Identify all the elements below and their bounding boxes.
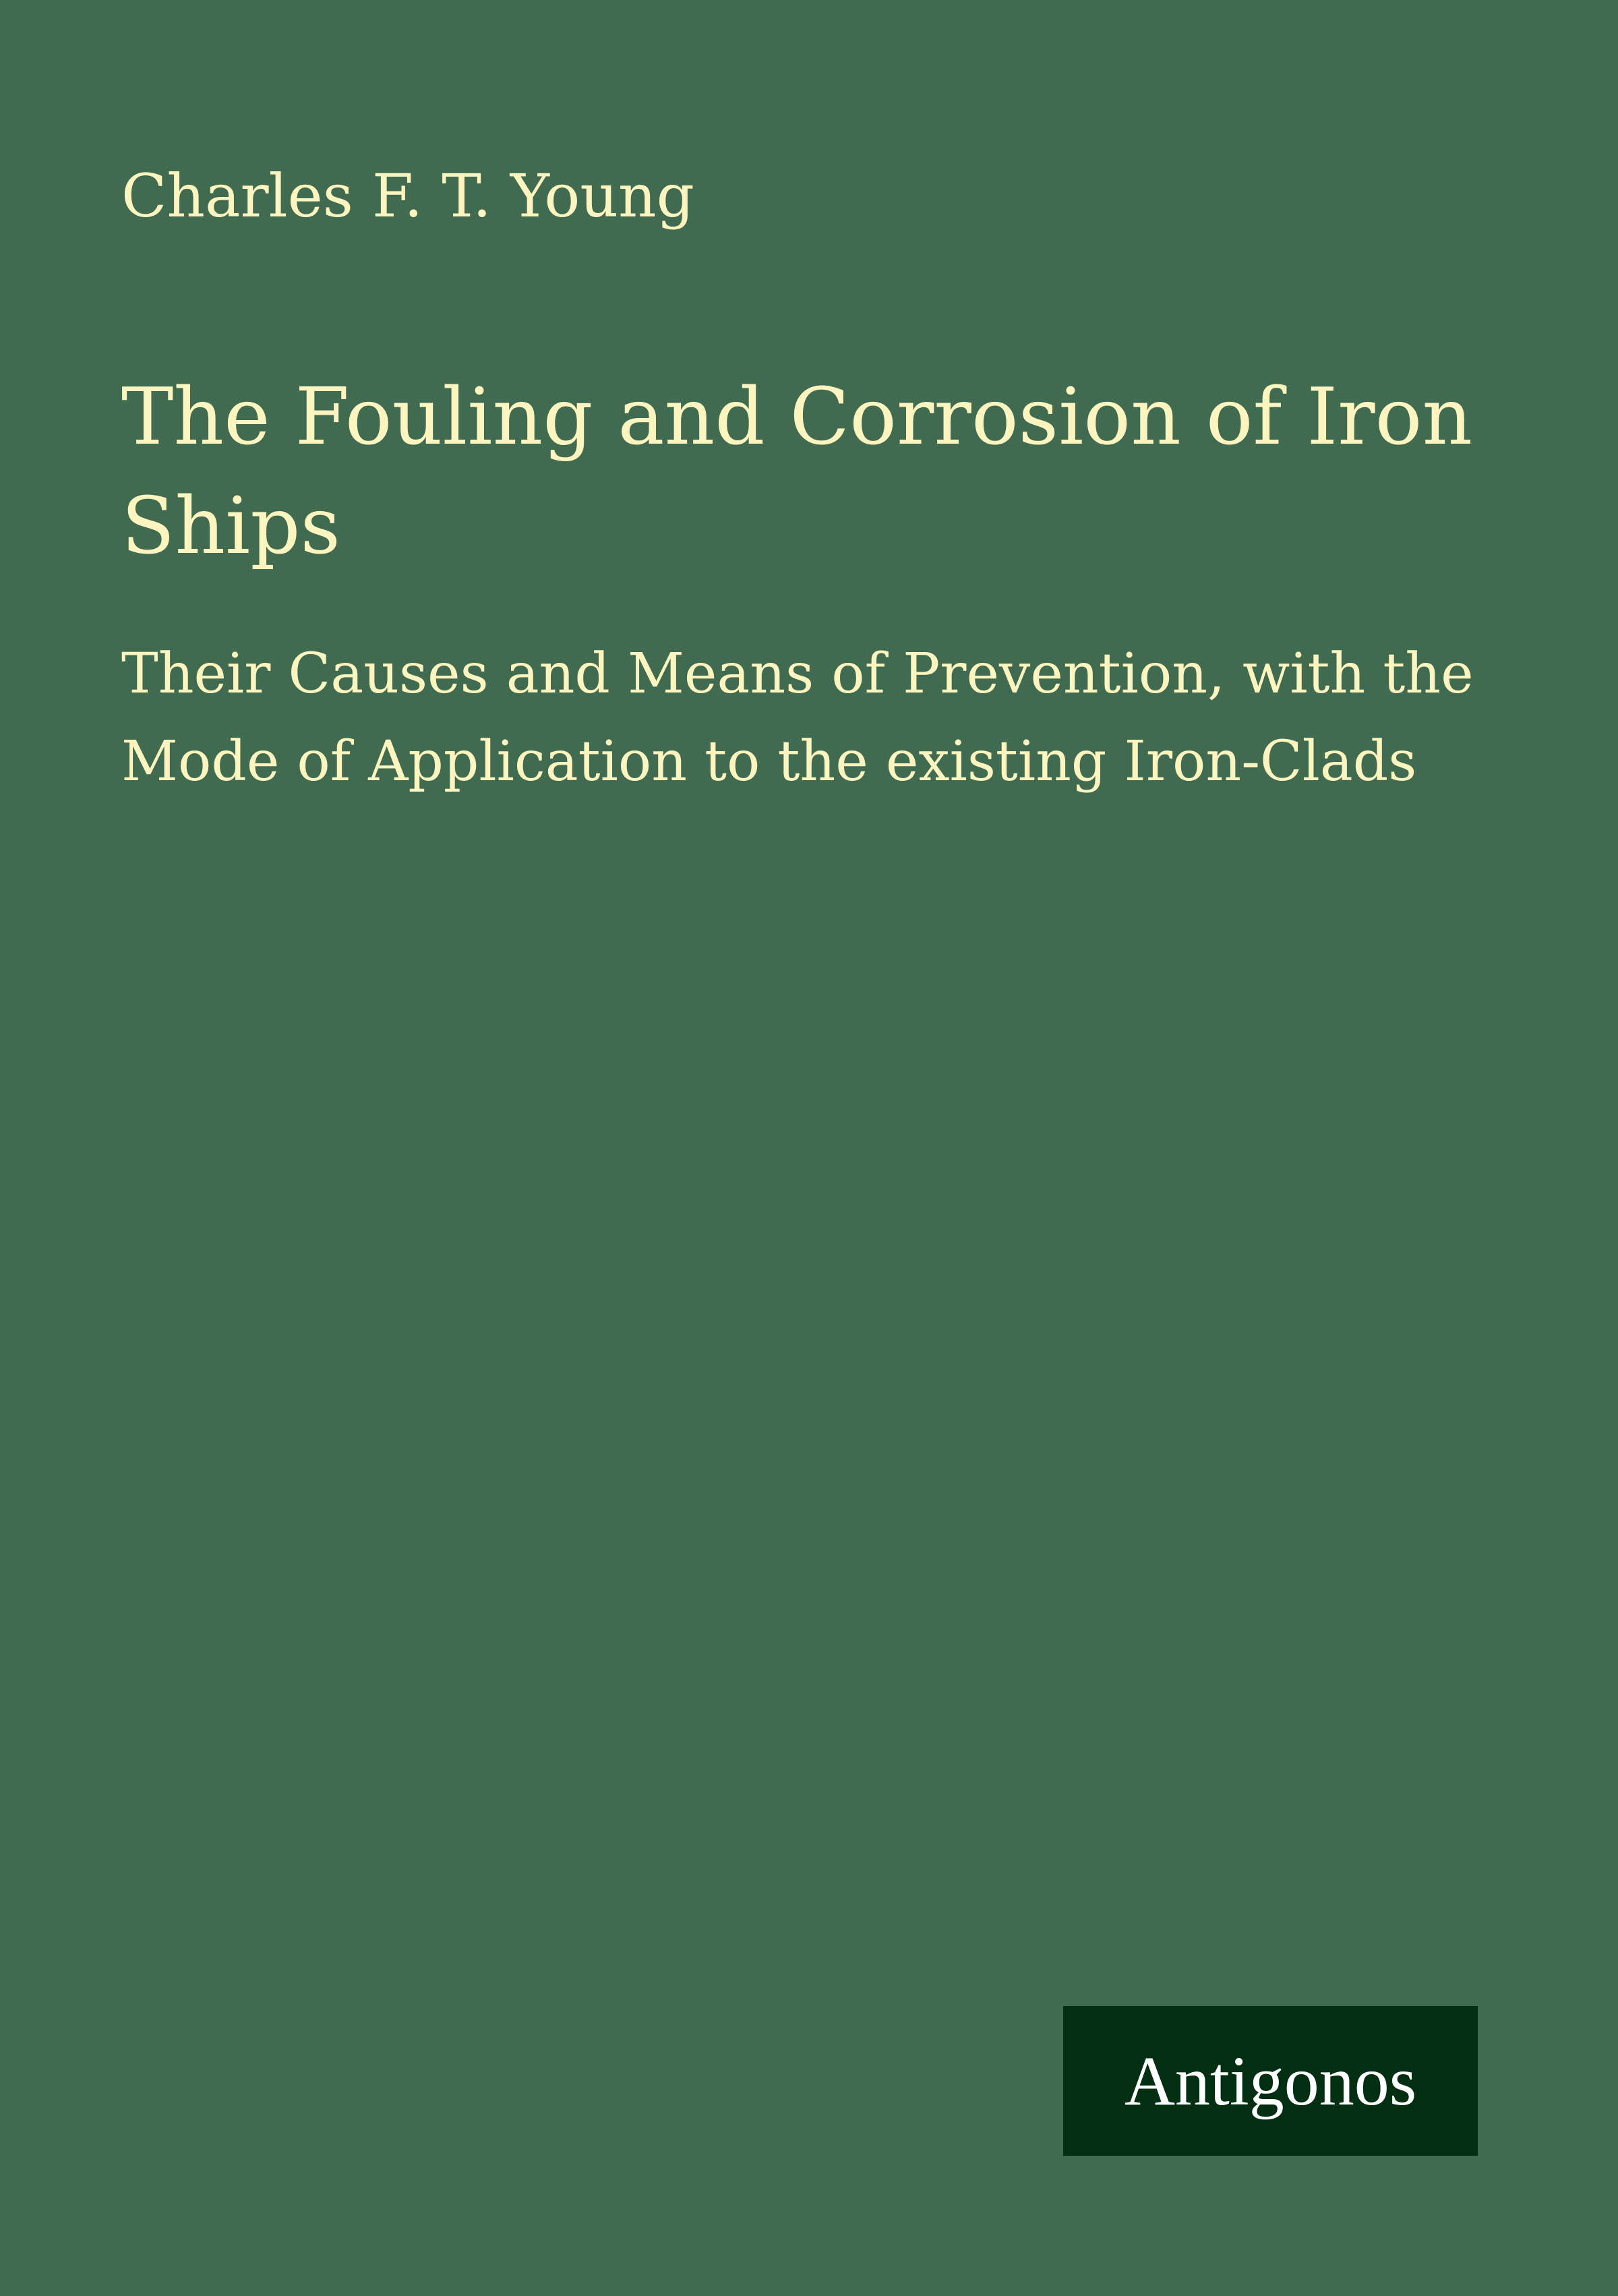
publisher-name: Antigonos (1124, 2042, 1417, 2120)
publisher-logo (1063, 2006, 1478, 2156)
book-title: The Fouling and Corrosion of Iron Ships (121, 372, 1473, 572)
author-name: Charles F. T. Young (121, 161, 695, 231)
book-subtitle: Their Causes and Means of Prevention, with the Mode of Application to the existing Iron-Clads (121, 642, 1474, 794)
